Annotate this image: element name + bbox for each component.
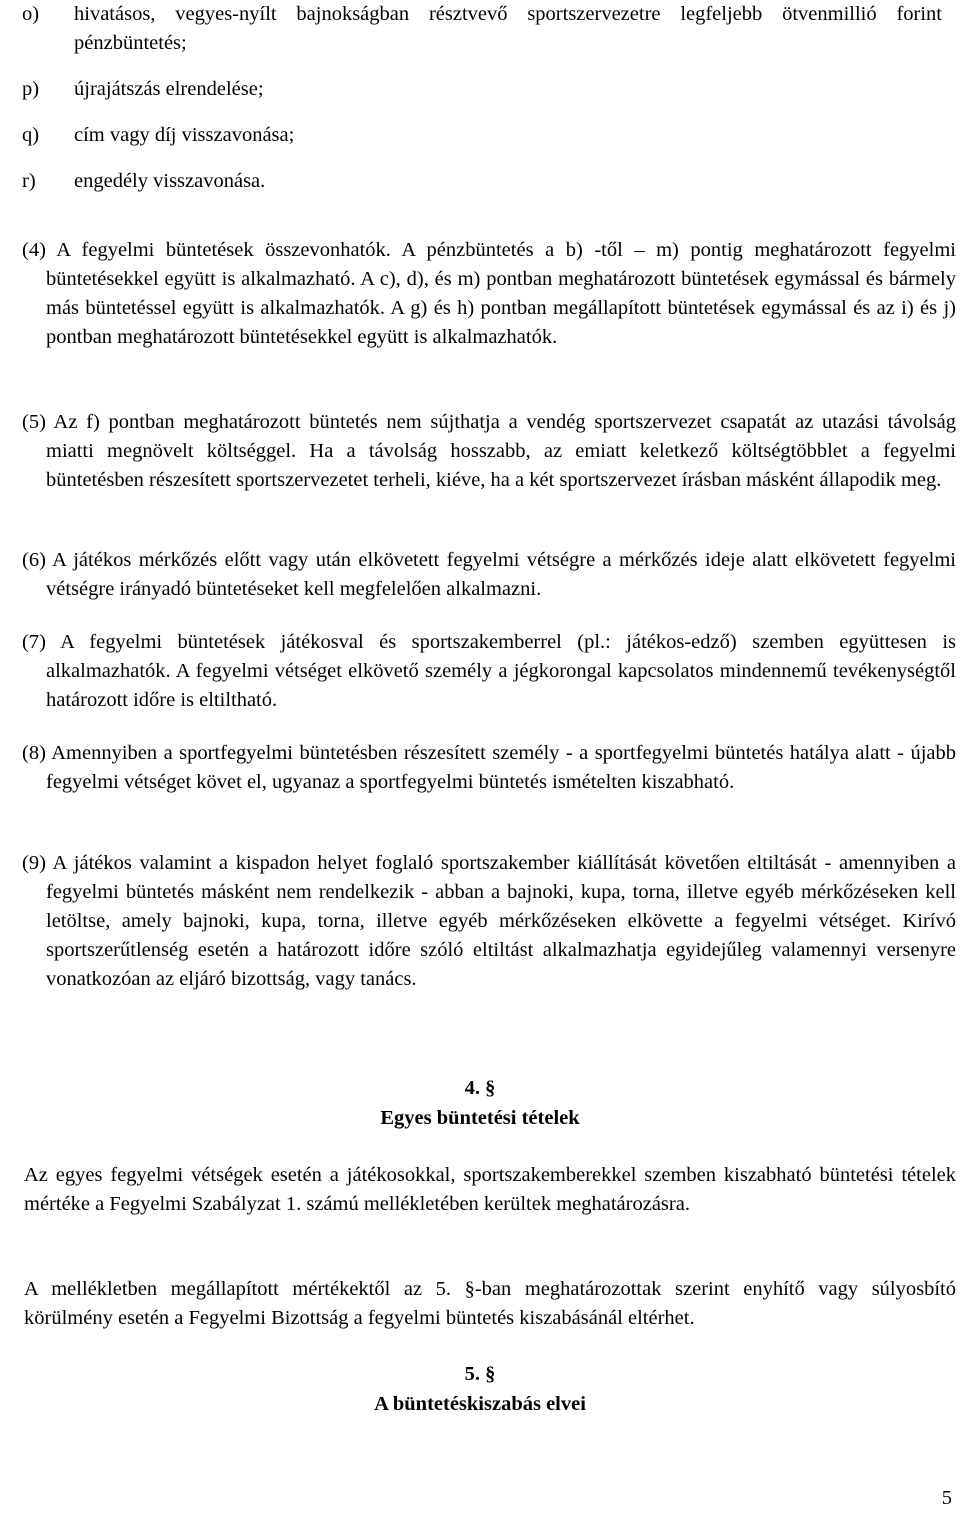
list-item-label: q) — [22, 124, 40, 146]
penalty-list — [22, 0, 942, 213]
paragraph-5: (5) Az f) pontban meghatározott büntetés nem sújthatja a vendég sportszervezet csapatát az utazási távolság miatti megnövelt költséggel. Ha a távolság hosszabb, az emiatt keletkező költségtöbblet a fegyelmi büntetésben részesített sportszervezetet terheli, kiéve, ha a két sportszervezet írásban másként állapodik meg. — [22, 411, 956, 491]
list-item-text: hivatásos, vegyes-nyílt bajnokságban résztvevő sportszervezetre legfeljebb ötvenmillió forint pénzbüntetés; — [74, 3, 942, 54]
paragraph-9: (9) A játékos valamint a kispadon helyet foglaló sportszakember kiállítását követően eltiltását - amennyiben a fegyelmi büntetés másként nem rendelkezik - abban a bajnoki, kupa, torna, illetve egyéb mérkőzéseken kell letöltse, amely bajnoki, kupa, torna, illetve egyéb mérkőzéseken elkövette a fegyelmi vétséget. Kirívó sportszerűtlenség esetén a határozott időre szóló eltiltást alkalmazhatja egyidejűleg valamennyi versenyre vonatkozóan az eljáró bizottság, vagy tanács. — [22, 852, 956, 990]
section-5-title: A büntetéskiszabás elvei — [374, 1393, 586, 1415]
section-4-paragraph-2: A mellékletben megállapított mértékektől az 5. §-ban meghatározottak szerint enyhítő vagy súlyosbító körülmény esetén a Fegyelmi Bizottság a fegyelmi büntetés kiszabásánál eltérhet. — [24, 1278, 956, 1329]
section-4-title: Egyes büntetési tételek — [380, 1107, 580, 1129]
list-item — [22, 167, 942, 196]
list-item-label: o) — [22, 3, 40, 25]
paragraph-6: (6) A játékos mérkőzés előtt vagy után elkövetett fegyelmi vétségre a mérkőzés ideje alatt elkövetett fegyelmi vétségre irányadó büntetéseket kell megfelelően alkalmazni. — [22, 549, 956, 600]
list-item-label: p) — [22, 78, 40, 100]
paragraph-7: (7) A fegyelmi büntetések játékosval és sportszakemberrel (pl.: játékos-edző) szemben együttesen is alkalmazhatók. A fegyelmi vétséget elkövető személy a jégkorongal kapcsolatos mindennemű tevékenységtől határozott időre is eltiltható. — [22, 631, 956, 711]
list-item-text: cím vagy díj visszavonása; — [74, 124, 295, 146]
section-4-number: 4. § — [464, 1077, 496, 1099]
paragraph-8: (8) Amennyiben a sportfegyelmi büntetésben részesített személy - a sportfegyelmi büntetés hatálya alatt - újabb fegyelmi vétséget követ el, ugyanaz a sportfegyelmi büntetés ismételten kiszabható. — [22, 742, 956, 793]
section-4-paragraph-1: Az egyes fegyelmi vétségek esetén a játékosokkal, sportszakemberekkel szemben kiszabható büntetési tételek mértéke a Fegyelmi Szabályzat 1. számú mellékletében kerültek meghatározásra. — [24, 1164, 956, 1215]
list-item-label: r) — [22, 170, 36, 192]
list-item — [22, 121, 942, 150]
paragraph-4: (4) A fegyelmi büntetések összevonhatók. A pénzbüntetés a b) -től – m) pontig meghatározott fegyelmi büntetésekkel együtt is alkalmazható. A c), d), és m) pontban meghatározott büntetések egymással és bármely más büntetéssel együtt is alkalmazhatók. A g) és h) pontban megállapított büntetések egymással és az i) és j) pontban meghatározott büntetésekkel együtt is alkalmazhatók. — [22, 239, 956, 348]
list-item — [22, 0, 942, 58]
page-number: 5 — [941, 1487, 952, 1509]
list-item-text: újrajátszás elrendelése; — [74, 78, 264, 100]
section-5-number: 5. § — [464, 1363, 496, 1385]
list-item — [22, 75, 942, 104]
list-item-text: engedély visszavonása. — [74, 170, 266, 192]
